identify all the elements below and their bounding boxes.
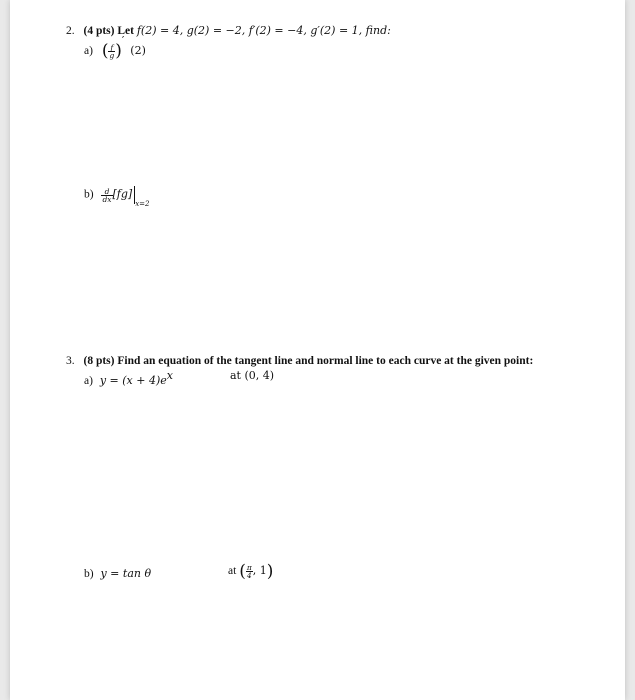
worksheet-page: [10, 0, 625, 700]
problem-3a: [84, 369, 173, 388]
problem-2a-label: a): [84, 44, 93, 57]
derivative-operator: $\frac{d}{dx}$: [102, 186, 112, 204]
prime-mark: ′: [121, 34, 125, 47]
point-comma: ,: [252, 564, 260, 578]
problem-3-points: (8 pts): [83, 355, 115, 367]
problem-3a-label: a): [84, 374, 93, 387]
problem-3-prompt: Find an equation of the tangent line and normal line to each curve at the given point:: [117, 355, 534, 367]
problem-2a-argument: (2): [130, 43, 146, 57]
pi-over-four: $\frac{\pi}{4}$: [246, 563, 252, 580]
problem-2b-label: b): [84, 188, 94, 201]
problem-3b: [84, 567, 151, 581]
problem-3a-equation: y = (x + 4)e: [99, 373, 167, 387]
evaluation-point: x=2: [135, 199, 150, 208]
problem-3b-at: at: [228, 565, 237, 578]
product-expression: [fg]: [112, 187, 133, 201]
problem-2-number: 2.: [66, 25, 75, 37]
problem-2b: [84, 186, 150, 208]
right-paren: ): [115, 41, 122, 62]
problem-2-header: [66, 24, 391, 38]
point-right-paren: ): [266, 561, 274, 582]
problem-3b-point: [228, 561, 274, 582]
quotient-fraction: $\frac{f}{g}$: [109, 42, 115, 60]
problem-3a-exponent: x: [166, 369, 173, 382]
problem-2-intro: Let: [117, 25, 134, 37]
problem-3-header: [66, 354, 533, 368]
point-y-value: 1: [259, 564, 267, 578]
problem-2-given: f(2) = 4, g(2) = −2, f′(2) = −4, g′(2) = 1, find:: [136, 24, 391, 37]
problem-2-points: (4 pts): [83, 25, 115, 37]
problem-3b-equation: y = tan θ: [100, 567, 152, 580]
problem-3b-label: b): [84, 568, 94, 580]
problem-3-number: 3.: [66, 355, 75, 367]
problem-2a: [84, 34, 146, 62]
problem-3a-point: at (0, 4): [230, 369, 275, 382]
point-left-paren: (: [239, 561, 246, 582]
left-paren: (: [101, 41, 109, 62]
